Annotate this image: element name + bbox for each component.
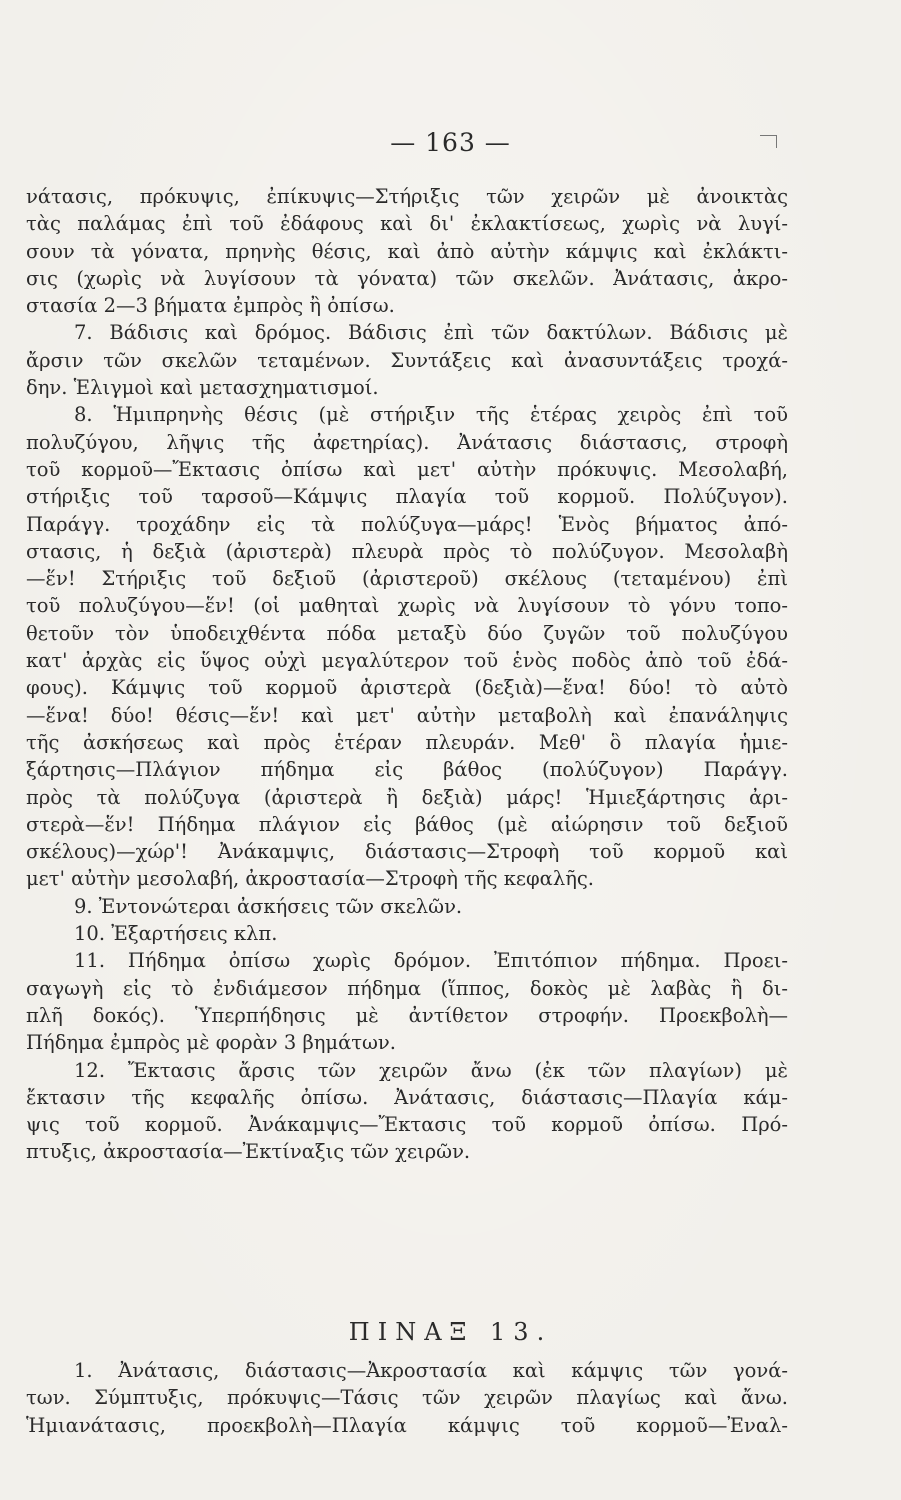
text-line: 7. Βάδισις καὶ δρόμος. Βάδισις ἐπὶ τῶν δακτύλων. Βάδισις μὲ (74, 321, 788, 345)
text-line: ξάρτησις—Πλάγιον πήδημα εἰς βάθος (πολύζυγον) Παράγγ. (26, 758, 788, 782)
text-line: πολυζύγου, λῆψις τῆς ἀφετηρίας). Ἀνάτασις διάστασις, στροφὴ (26, 430, 788, 454)
text-line: ἔκτασιν τῆς κεφαλῆς ὀπίσω. Ἀνάτασις, διάστασις—Πλαγία κάμ- (26, 1085, 788, 1109)
body-text (26, 183, 788, 1166)
text-line: 1. Ἀνάτασις, διάστασις—Ἀκροστασία καὶ κάμψις τῶν γονά- (74, 1359, 788, 1382)
text-line: Πήδημα ἐμπρὸς μὲ φορὰν 3 βημάτων. (26, 1031, 396, 1055)
section-text (26, 1357, 788, 1439)
text-line: τῆς ἀσκήσεως καὶ πρὸς ἑτέραν πλευράν. Μεθ' ὃ πλαγία ἡμιε- (26, 730, 788, 754)
text-line: —ἕν! Στήριξις τοῦ δεξιοῦ (ἀριστεροῦ) σκέλους (τεταμένου) ἐπὶ (26, 567, 788, 591)
text-line: 11. Πήδημα ὀπίσω χωρὶς δρόμον. Ἐπιτόπιον πήδημα. Προει- (74, 949, 788, 973)
text-line: πρὸς τὰ πολύζυγα (ἀριστερὰ ἢ δεξιὰ) μάρς! Ἡμιεξάρτησις ἀρι- (26, 785, 788, 809)
text-line: 10. Ἐξαρτήσεις κλπ. (74, 922, 278, 946)
corner-mark (760, 135, 777, 148)
text-line: φους). Κάμψις τοῦ κορμοῦ ἀριστερὰ (δεξιὰ)—ἕνα! δύο! τὸ αὐτὸ (26, 676, 788, 700)
text-line: κατ' ἀρχὰς εἰς ὕψος οὐχὶ μεγαλύτερον τοῦ ἑνὸς ποδὸς ἀπὸ τοῦ ἐδά- (26, 649, 788, 673)
page-number: — 163 — (390, 128, 511, 157)
text-line: τοῦ κορμοῦ—Ἔκτασις ὀπίσω καὶ μετ' αὐτὴν πρόκυψις. Μεσολαβή, (26, 457, 788, 481)
text-line: σουν τὰ γόνατα, πρηνὴς θέσις, καὶ ἀπὸ αὐτὴν κάμψις καὶ ἐκλάκτι- (26, 239, 788, 263)
text-line: σις (χωρὶς νὰ λυγίσουν τὰ γόνατα) τῶν σκελῶν. Ἀνάτασις, ἀκρο- (26, 266, 788, 290)
text-line: νάτασις, πρόκυψις, ἐπίκυψις—Στήριξις τῶν χειρῶν μὲ ἀνοικτὰς (26, 185, 788, 208)
text-line: μετ' αὐτὴν μεσολαβή, ἀκροστασία—Στροφὴ τῆς κεφαλῆς. (26, 867, 595, 891)
text-line: ἄρσιν τῶν σκελῶν τεταμένων. Συντάξεις καὶ ἀνασυντάξεις τροχά- (26, 348, 788, 372)
text-line: ψις τοῦ κορμοῦ. Ἀνάκαμψις—Ἔκτασις τοῦ κορμοῦ ὀπίσω. Πρό- (26, 1113, 788, 1137)
text-line: θετοῦν τὸν ὑποδειχθέντα πόδα μεταξὺ δύο ζυγῶν τοῦ πολυζύγου (26, 621, 788, 645)
text-line: στερὰ—ἕν! Πήδημα πλάγιον εἰς βάθος (μὲ αἰώρησιν τοῦ δεξιοῦ (26, 812, 788, 836)
text-line: στήριξις τοῦ ταρσοῦ—Κάμψις πλαγία τοῦ κορμοῦ. Πολύζυγον). (26, 485, 788, 509)
text-line: στασις, ἡ δεξιὰ (ἀριστερὰ) πλευρὰ πρὸς τὸ πολύζυγον. Μεσολαβὴ (26, 539, 788, 563)
text-line: Ἡμιανάτασις, προεκβολὴ—Πλαγία κάμψις τοῦ κορμοῦ—Ἐναλ- (26, 1413, 788, 1437)
text-line: 9. Ἐντονώτεραι ἀσκήσεις τῶν σκελῶν. (74, 894, 463, 918)
text-line: —ἕνα! δύο! θέσις—ἕν! καὶ μετ' αὐτὴν μεταβολὴ καὶ ἐπανάληψις (26, 703, 788, 727)
text-line: πλῆ δοκός). Ὑπερπήδησις μὲ ἀντίθετον στροφήν. Προεκβολὴ— (26, 1003, 788, 1027)
text-line: 12. Ἔκτασις ἄρσις τῶν χειρῶν ἄνω (ἐκ τῶν πλαγίων) μὲ (74, 1058, 788, 1082)
text-line: 8. Ἡμιπρηνὴς θέσις (μὲ στήριξιν τῆς ἑτέρας χειρὸς ἐπὶ τοῦ (74, 403, 788, 427)
text-line: των. Σύμπτυξις, πρόκυψις—Τάσις τῶν χειρῶν πλαγίως καὶ ἄνω. (26, 1386, 788, 1410)
section-title: ΠΙΝΑΞ 13. (348, 1318, 553, 1346)
text-line: Παράγγ. τροχάδην εἰς τὰ πολύζυγα—μάρς! Ἑνὸς βήματος ἀπό- (26, 512, 788, 536)
text-line: σκέλους)—χώρ'! Ἀνάκαμψις, διάστασις—Στροφὴ τοῦ κορμοῦ καὶ (26, 840, 788, 864)
text-line: τὰς παλάμας ἐπὶ τοῦ ἐδάφους καὶ δι' ἐκλακτίσεως, χωρὶς νὰ λυγί- (26, 212, 788, 236)
text-line: πτυξις, ἀκροστασία—Ἐκτίναξις τῶν χειρῶν. (26, 1140, 471, 1164)
text-line: στασία 2—3 βήματα ἐμπρὸς ἢ ὀπίσω. (26, 294, 395, 318)
text-line: δην. Ἑλιγμοὶ καὶ μετασχηματισμοί. (26, 376, 379, 400)
text-line: σαγωγὴ εἰς τὸ ἐνδιάμεσον πήδημα (ἵππος, δοκὸς μὲ λαβὰς ἢ δι- (26, 976, 788, 1000)
text-line: τοῦ πολυζύγου—ἕν! (οἱ μαθηταὶ χωρὶς νὰ λυγίσουν τὸ γόνυ τοπο- (26, 594, 788, 618)
